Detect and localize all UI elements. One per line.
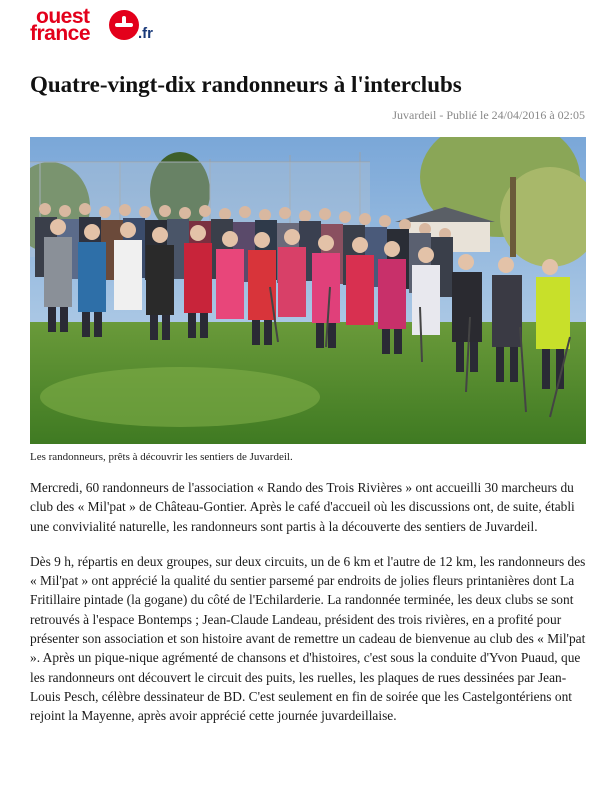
article-meta: Juvardeil - Publié le 24/04/2016 à 02:05 bbox=[392, 108, 585, 122]
article-photo bbox=[30, 137, 586, 444]
article-paragraph: Dès 9 h, répartis en deux groupes, sur deux circuits, un de 6 km et l'autre de 12 km, les randonneurs des « Mil'pat » ont apprécié la qualité du sentier parsemé par endroits de jolies fleurs printanières dont La Fritillaire pintade (la gogane) du côté de l'Echilarderie. La randonnée terminée, les deux clubs se sont retrouvés à l'espace Bontemps ; Jean-Claude Landeau, président des trois rivières, en a profité pour présenter son association et son histoire avant de remettre un cadeau de bienvenue au club des « Mil'pat ». Après un pique-nique agrémenté de chansons et d'histoires, c'est sous la conduite d'Yvon Puaud, que les randonneurs ont découvert le circuit des puits, les ruelles, les plaques de rues dessinées par Jean-Louis Pesch, célèbre dessinateur de BD. C'est seulement en fin de soirée que les Castelgontériens ont rejoint la Mayenne, après avoir apprécié cette journée juvardeillaise. bbox=[30, 553, 586, 724]
article-title: Quatre-vingt-dix randonneurs à l'interclubs bbox=[30, 72, 462, 97]
logo-word-ouest: ouest bbox=[36, 5, 90, 28]
logo-word-france: france bbox=[30, 22, 91, 45]
group-photo-illustration bbox=[30, 137, 586, 444]
article-body bbox=[30, 478, 588, 742]
logo-circle-icon bbox=[109, 10, 139, 40]
ouest-france-logo[interactable] bbox=[30, 6, 170, 46]
article-paragraph: Mercredi, 60 randonneurs de l'association « Rando des Trois Rivières » ont accueilli 30 marcheurs du club des « Mil'pat » de Château-Gontier. Après le café d'accueil où les discussions ont, de suite, établi une convivialité naturelle, les randonneurs sont partis à la découverte des sentiers de Juvardeil. bbox=[30, 480, 575, 534]
photo-caption: Les randonneurs, prêts à découvrir les sentiers de Juvardeil. bbox=[30, 451, 293, 463]
logo-tld: .fr bbox=[138, 25, 153, 42]
